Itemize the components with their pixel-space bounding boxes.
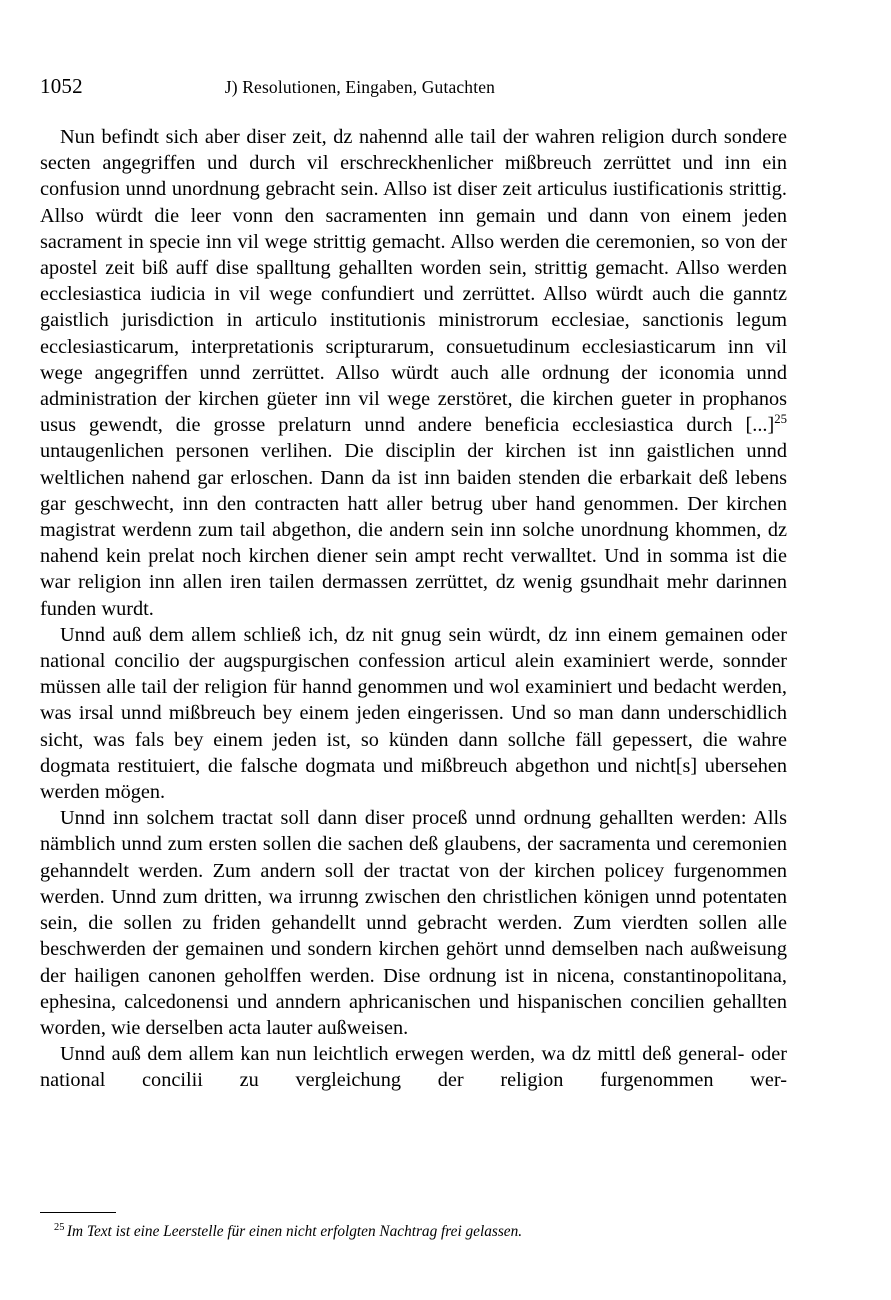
body-text	[40, 124, 787, 1120]
paragraph-3: Unnd inn solchem tractat soll dann diser proceß unnd ordnung gehallten werden: Alls nämblich unnd zum ersten sollen die sachen deß glaubens, der sacramenta und ceremonien gehanndelt werden. Zum andern soll der tractat von der kirchen policey furgenommen werden. Unnd zum dritten, wa irrunng zwischen den christlichen königen unnd potentaten sein, die sollen zu friden gehandellt unnd gebracht werden. Zum vierdten sollen alle beschwerden der gemainen und sondern kirchen gehört unnd demselben nach außweisung der hailigen canonen geholffen werden. Dise ordnung ist in nicena, constantinopolitana, ephesina, calcedonensi und anndern aphricanischen und hispanischen concilien gehallten worden, wie derselben acta lauter außweisen.	[40, 807, 787, 1039]
footnote-25	[40, 1222, 787, 1242]
paragraph-4: Unnd auß dem allem kan nun leichtlich erwegen werden, wa dz mittl deß general- oder national concilii zu vergleichung der religion furgenommen wer-	[40, 1043, 787, 1092]
running-head	[40, 76, 787, 102]
footnote-reference-25[interactable]: 25	[774, 412, 787, 427]
paragraph-1	[40, 124, 787, 622]
footnote-text: Im Text ist eine Leerstelle für einen nicht erfolgten Nachtrag frei gelassen.	[66, 1223, 523, 1240]
paragraph-2: Unnd auß dem allem schließ ich, dz nit gnug sein würdt, dz inn einem gemainen oder national concilio der augspurgischen confession articul alein examiniert werde, sonnder müssen alle tail der religion für hannd genommen und wol examiniert und bedacht werden, was irsal unnd mißbreuch bey einem jeden eingerissen. Und so man dann underschidlich sicht, was fals bey einem jeden ist, so künden dann sollche fäll gepessert, die wahre dogmata restituiert, die falsche dogmata und mißbreuch abgethon und nicht[s] ubersehen werden mögen.	[40, 623, 787, 804]
footnote-area	[40, 1212, 787, 1242]
paragraph-1-text-before-ref: Nun befindt sich aber diser zeit, dz nahennd alle tail der wahren religion durch sondere secten angegriffen und durch vil erschreckhenlicher mißbreuch zerrüttet und inn ein confusion unnd unordnung gebracht sein. Allso ist diser zeit articulus iustificationis strittig. Allso würdt die leer vonn den sacramenten inn gemain und dann von einem jeden sacrament in specie inn vil wege strittig gemacht. Allso werden die ceremonien, so von der apostel zeit biß auff dise spalltung gehallten worden sein, strittig gemacht. Allso werden ecclesiastica iudicia in vil wege confundiert und zerrüttet. Allso würdt auch die ganntz gaistlich jurisdiction in articulo institutionis ministrorum ecclesiae, sanctionis legum ecclesiasticarum, interpretationis scripturarum, consuetudinum ecclesiasticarum inn vil wege angegriffen unnd zerrüttet. Allso würdt auch alle ordnung der iconomia unnd administration der kirchen güeter inn vil wege zerstöret, die kirchen gueter in prophanos usus gewendt, die grosse prelaturn unnd andere beneficia ecclesiastica durch [...]	[40, 126, 787, 437]
footnote-separator-rule	[40, 1212, 116, 1213]
paragraph-1-text-after-ref: untaugenlichen personen verlihen. Die disciplin der kirchen ist inn gaistlichen unnd weltlichen nahend gar erloschen. Dann da ist inn baiden stenden die erbarkait deß lebens gar geschwecht, inn den contracten hatt aller betrug uber hand genommen. Der kirchen magistrat werdenn zum tail abgethon, die andern sein inn solche unordnung khommen, dz nahend kein prelat noch kirchen diener sein ampt recht verwalltet. Und in somma ist die war religion inn allen iren tailen dermassen zerrüttet, dz wenig gsundhait mehr darinnen funden wurdt.	[40, 440, 787, 620]
footnote-number: 25	[54, 1221, 65, 1233]
running-head-title: J) Resolutionen, Eingaben, Gutachten	[224, 77, 496, 97]
page-number: 1052	[40, 74, 83, 98]
